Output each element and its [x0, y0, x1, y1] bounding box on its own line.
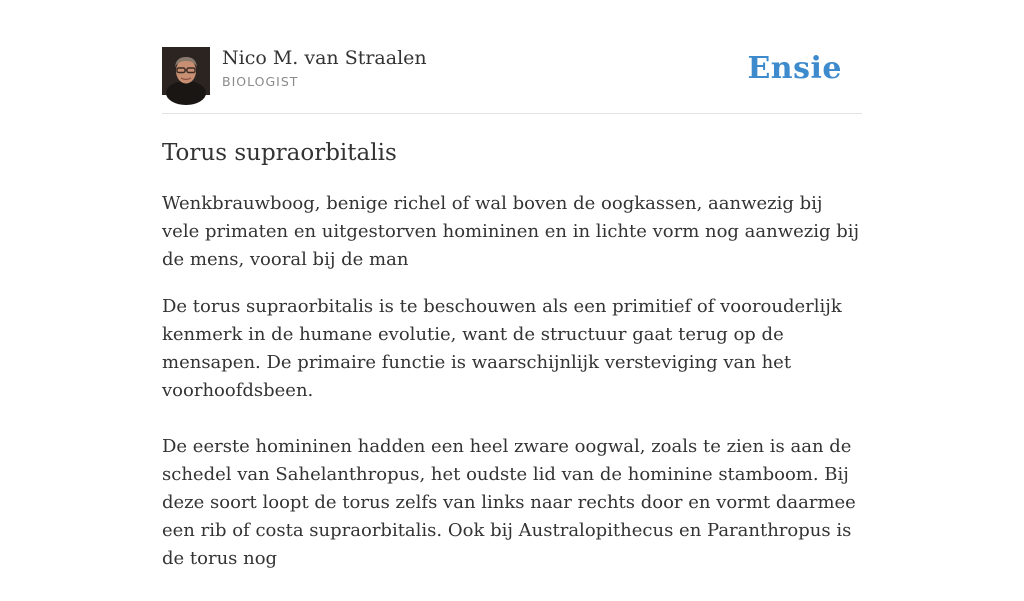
article-summary: Wenkbrauwboog, benige richel of wal boven de oogkassen, aanwezig bij vele primaten en uitgestorven homininen en in lichte vorm nog aanwezig bij de mens, vooral bij de man — [162, 193, 860, 270]
page-container — [162, 0, 862, 569]
author-avatar[interactable] — [162, 47, 210, 95]
article-title: Torus supraorbitalis — [162, 140, 397, 166]
person-photo-icon — [162, 47, 210, 95]
author-name[interactable]: Nico M. van Straalen — [222, 47, 427, 69]
author-role: BIOLOGIST — [222, 74, 299, 89]
article-paragraph: De torus supraorbitalis is te beschouwen als een primitief of voorouderlijk kenmerk in de humane evolutie, want de structuur gaat terug op de mensapen. De primaire functie is waarschijnlijk versteviging van het voorhoofdsbeen. — [162, 296, 842, 401]
brand-logo[interactable]: Ensie — [747, 51, 842, 86]
article-header — [162, 0, 862, 114]
article-paragraph: De eerste homininen hadden een heel zware oogwal, zoals te zien is aan de schedel van Sahelanthropus, het oudste lid van de hominine stamboom. Bij deze soort loopt de torus zelfs van links naar rechts door en vormt daarmee een rib of costa supraorbitalis. Ook bij Australopithecus en Paranthropus is de torus nog — [162, 436, 856, 569]
article-body — [162, 293, 862, 601]
